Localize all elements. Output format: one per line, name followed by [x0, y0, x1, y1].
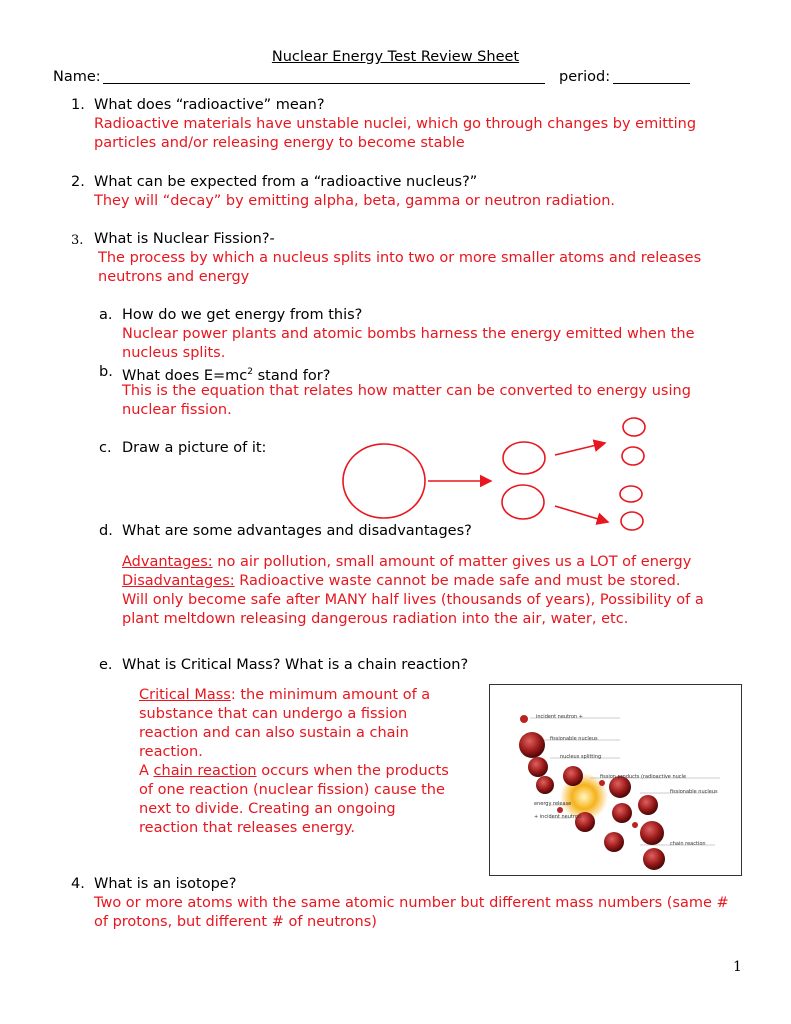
nucleus-9 — [640, 821, 664, 845]
q2-question: What can be expected from a “radioactive nucleus?” — [94, 174, 478, 190]
disadvantages-line: Disadvantages: Radioactive waste cannot be made safe and must be stored. — [122, 573, 681, 589]
nucleus-1 — [519, 732, 545, 758]
neutron-b — [557, 807, 563, 813]
q3-answer-line-2: neutrons and energy — [98, 269, 250, 285]
neutron-circle-3 — [620, 486, 642, 502]
name-label: Name: — [53, 69, 101, 85]
q1-number: 1. — [71, 97, 85, 113]
advantages-label: Advantages: — [122, 554, 213, 570]
neutron-circle-4 — [621, 512, 643, 530]
label-chain-reaction: chain reaction — [670, 841, 706, 847]
nucleus-10 — [604, 832, 624, 852]
q3d-letter: d. — [99, 523, 113, 539]
parent-nucleus-circle — [343, 444, 425, 518]
nucleus-7 — [612, 803, 632, 823]
disadvantages-label: Disadvantages: — [122, 573, 235, 589]
q3a-answer-line-2: nucleus splits. — [122, 345, 226, 361]
q4-answer-line-2: of protons, but different # of neutrons) — [94, 914, 377, 930]
q3b-answer-line-2: nuclear fission. — [122, 402, 232, 418]
critical-mass-label: Critical Mass — [139, 687, 231, 703]
chain-reaction-line-1: A chain reaction occurs when the products — [139, 763, 449, 779]
chain-reaction-illustration — [489, 684, 742, 876]
disadvantages-line-2: Will only become safe after MANY half lives (thousands of years), Possibility of a — [122, 592, 704, 608]
q3c-letter: c. — [99, 440, 112, 456]
label-fissionable-nucleus-2: fissionable nucleus — [670, 789, 718, 795]
neutron-a — [599, 780, 605, 786]
q4-number: 4. — [71, 876, 85, 892]
label-fissionable-nucleus: fissionable nucleus — [550, 736, 598, 742]
nucleus-8 — [638, 795, 658, 815]
period-blank-line[interactable] — [613, 83, 690, 84]
q3c-question: Draw a picture of it: — [122, 440, 267, 456]
q3e-question: What is Critical Mass? What is a chain reaction? — [122, 657, 469, 673]
q4-question: What is an isotope? — [94, 876, 237, 892]
q4-answer-line-1: Two or more atoms with the same atomic number but different mass numbers (same # — [94, 895, 729, 911]
q3-question: What is Nuclear Fission?- — [94, 231, 275, 247]
neutron-circle-2 — [622, 447, 644, 465]
daughter-nucleus-bottom — [502, 485, 544, 519]
nucleus-3 — [536, 776, 554, 794]
q1-answer-line-1: Radioactive materials have unstable nuclei, which go through changes by emitting — [94, 116, 697, 132]
critical-mass-line-3: reaction and can also sustain a chain — [139, 725, 409, 741]
daughter-nucleus-top — [503, 442, 545, 474]
critical-mass-line-4: reaction. — [139, 744, 203, 760]
label-energy-release: energy release — [534, 801, 572, 807]
chain-reaction-line-2: of one reaction (nuclear fission) cause the — [139, 782, 445, 798]
q3a-question: How do we get energy from this? — [122, 307, 363, 323]
q3b-letter: b. — [99, 364, 113, 380]
neutron-c — [632, 822, 638, 828]
incident-neutron — [520, 715, 528, 723]
q3a-letter: a. — [99, 307, 113, 323]
chain-reaction-label: chain reaction — [153, 763, 257, 779]
nucleus-4 — [563, 766, 583, 786]
advantages-line: Advantages: no air pollution, small amount of matter gives us a LOT of energy — [122, 554, 692, 570]
q3e-letter: e. — [99, 657, 113, 673]
label-incident-neutron: incident neutron + — [536, 714, 583, 720]
nucleus-11 — [643, 848, 665, 870]
q3b-answer-line-1: This is the equation that relates how matter can be converted to energy using — [122, 383, 691, 399]
product-arrow-bottom — [555, 506, 608, 522]
neutron-circle-1 — [623, 418, 645, 436]
chain-reaction-line-4: reaction that releases energy. — [139, 820, 355, 836]
product-arrow-top — [555, 443, 605, 455]
disadvantages-line-3: plant meltdown releasing dangerous radiation into the air, water, etc. — [122, 611, 629, 627]
q3a-answer-line-1: Nuclear power plants and atomic bombs harness the energy emitted when the — [122, 326, 695, 342]
label-incident-neutron-2: + incident neutron — [534, 814, 581, 820]
q3d-question: What are some advantages and disadvantages? — [122, 523, 472, 539]
q2-number: 2. — [71, 174, 85, 190]
q3-number: 3. — [71, 233, 84, 248]
label-fission-products: fission products (radioactive nucle — [600, 774, 687, 780]
q1-question: What does “radioactive” mean? — [94, 97, 325, 113]
q2-answer-line-1: They will “decay” by emitting alpha, beta, gamma or neutron radiation. — [94, 193, 616, 209]
page-number: 1 — [733, 959, 742, 975]
period-label: period: — [559, 69, 611, 85]
chain-reaction-line-3: next to divide. Creating an ongoing — [139, 801, 396, 817]
nucleus-2 — [528, 757, 548, 777]
q3-answer-line-1: The process by which a nucleus splits into two or more smaller atoms and releases — [98, 250, 702, 266]
q1-answer-line-2: particles and/or releasing energy to become stable — [94, 135, 465, 151]
critical-mass-line-2: substance that can undergo a fission — [139, 706, 408, 722]
name-blank-line[interactable] — [103, 83, 545, 84]
critical-mass-line-1: Critical Mass: the minimum amount of a — [139, 687, 431, 703]
page-title: Nuclear Energy Test Review Sheet — [271, 49, 520, 65]
q3b-question: What does $E=mc^2$ stand for? — [122, 367, 331, 384]
label-nucleus-splitting: nucleus splitting — [560, 754, 602, 760]
